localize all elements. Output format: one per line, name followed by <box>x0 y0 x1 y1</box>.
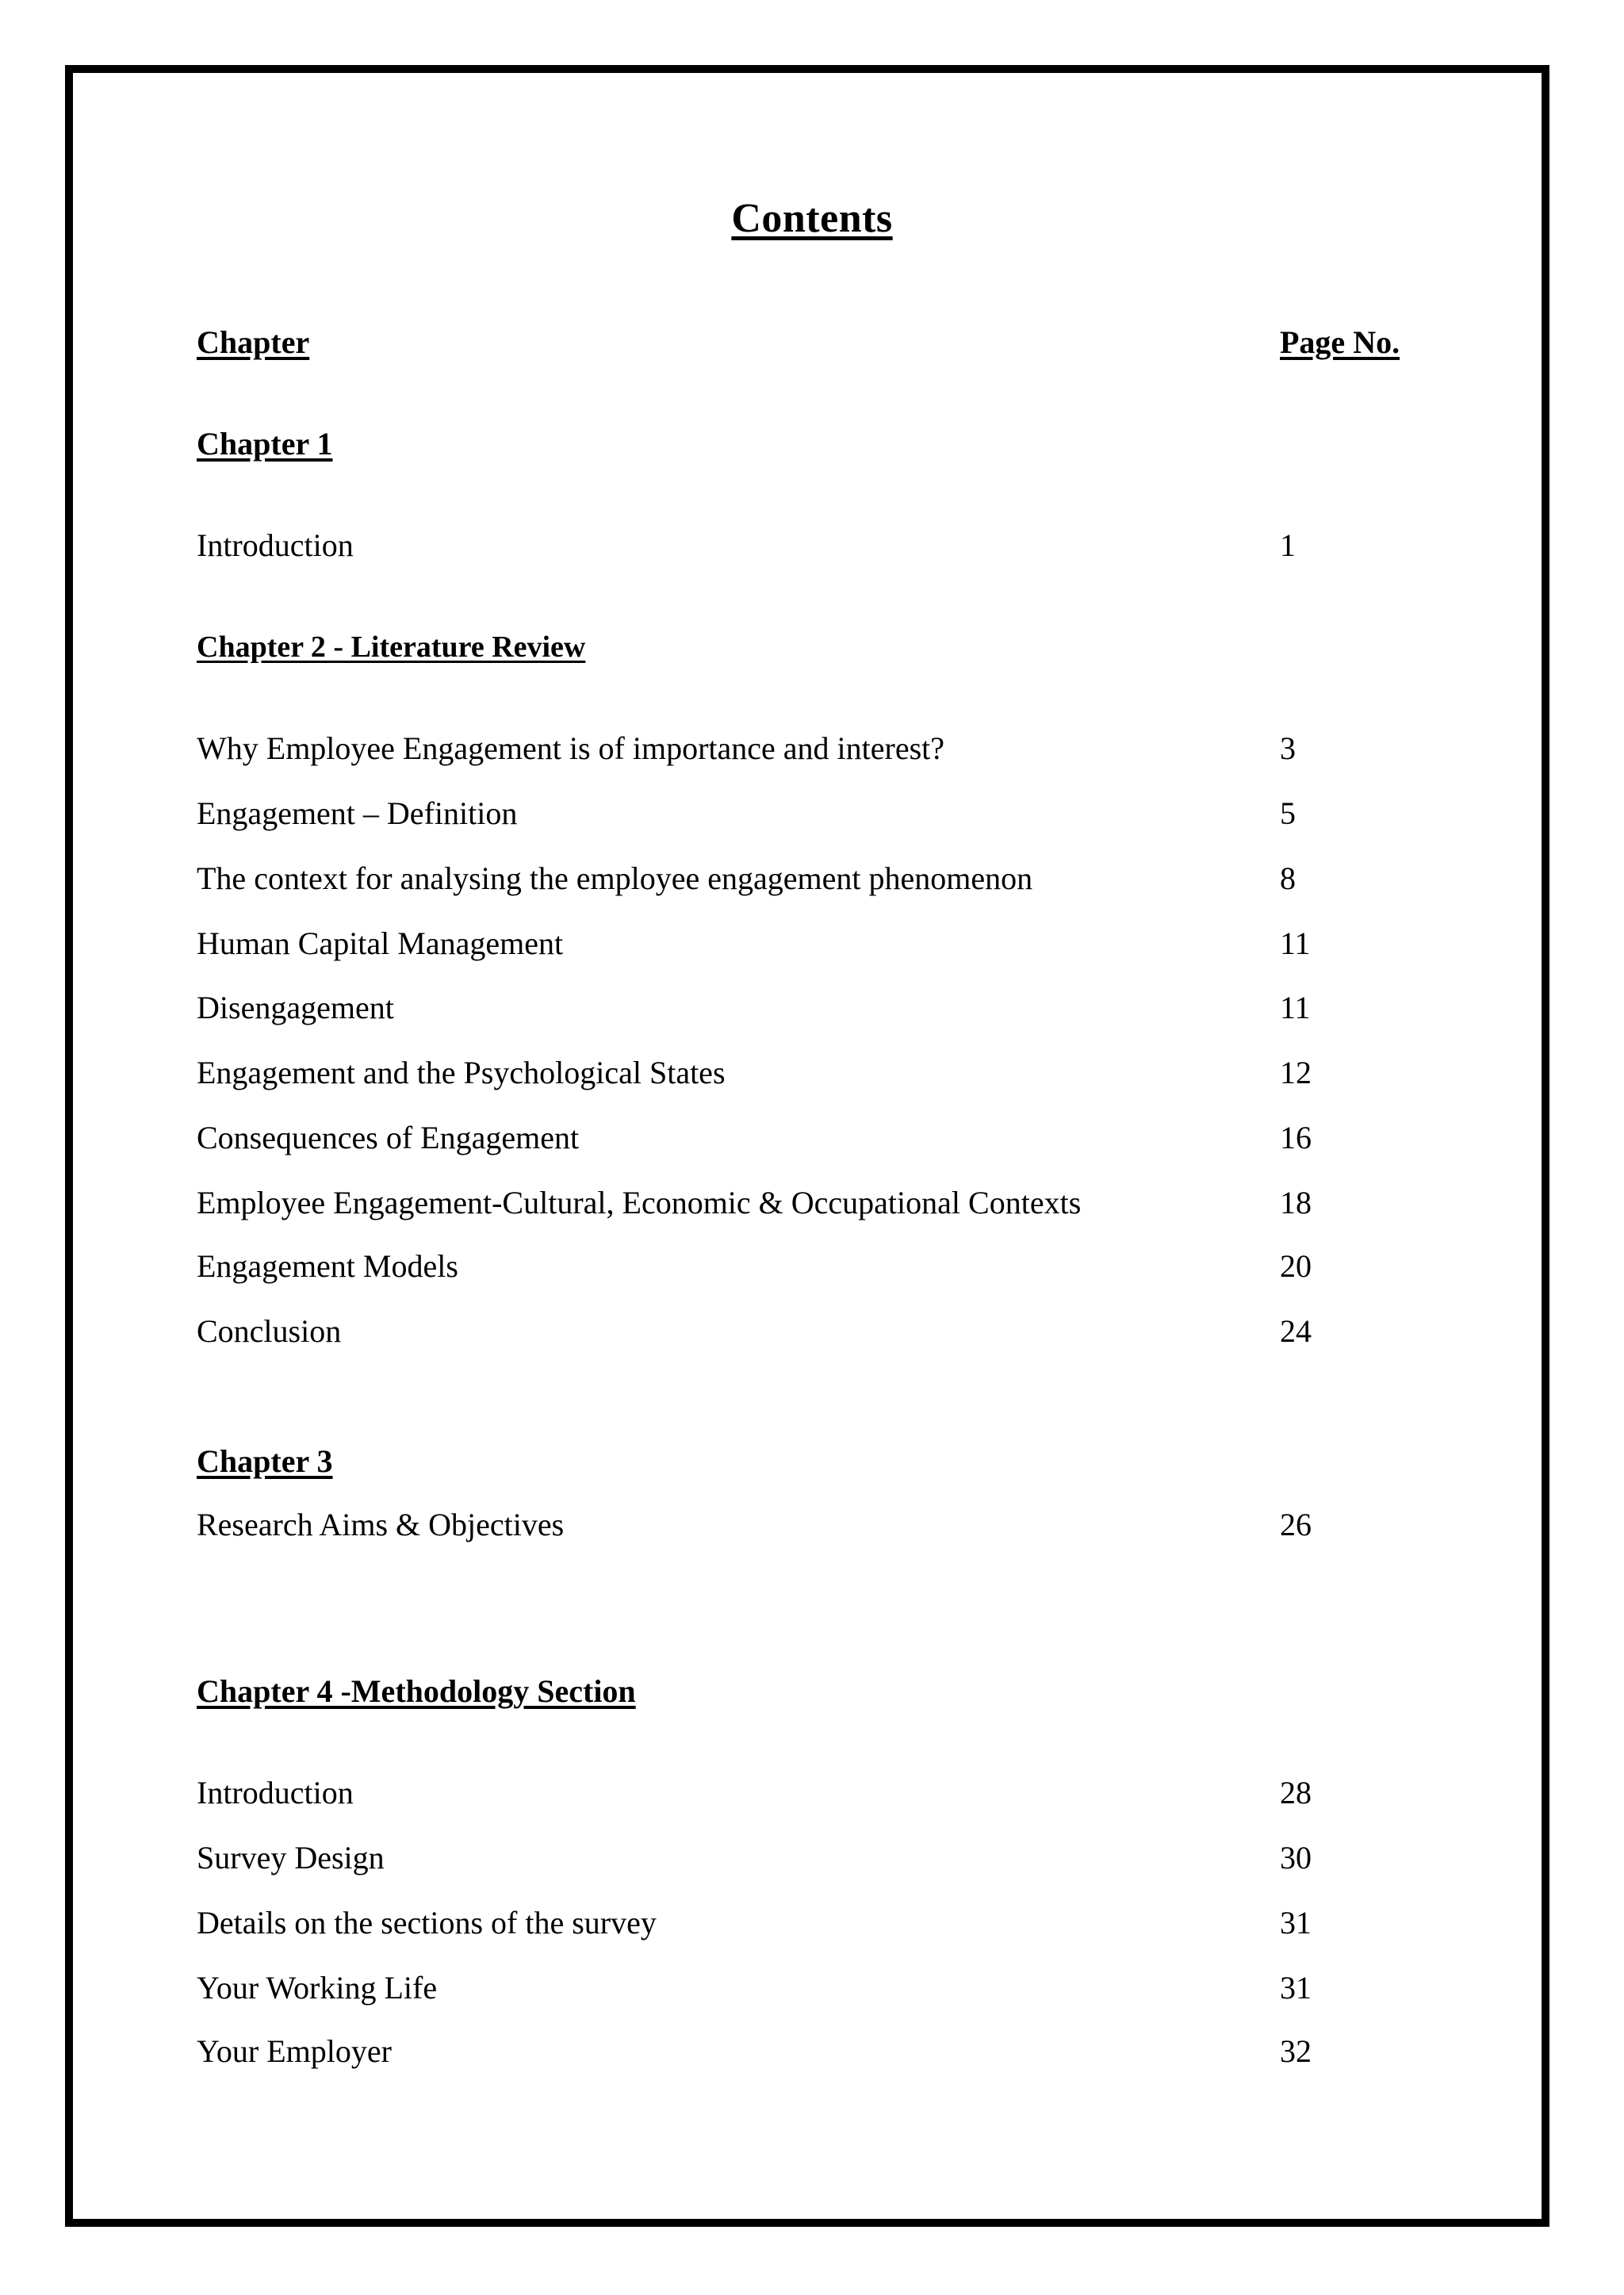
toc-entry[interactable] <box>0 1243 1624 1290</box>
toc-entry-page: 24 <box>1280 1313 1312 1349</box>
toc-entry-title: Introduction <box>197 527 354 563</box>
toc-entry[interactable] <box>0 1501 1624 1549</box>
toc-entry-page: 31 <box>1280 1970 1312 2006</box>
toc-entry-title: Human Capital Management <box>197 925 564 961</box>
toc-entry-page: 12 <box>1280 1055 1312 1090</box>
toc-entry[interactable] <box>0 1179 1624 1227</box>
toc-entry[interactable] <box>0 1899 1624 1947</box>
toc-column-headers <box>0 319 1624 366</box>
toc-entry-page: 1 <box>1280 527 1296 563</box>
toc-entry-title: Engagement Models <box>197 1248 458 1284</box>
page-column-header: Page No. <box>1280 324 1400 360</box>
toc-entry-title: Employee Engagement-Cultural, Economic & Occupational Contexts <box>197 1185 1082 1220</box>
toc-entry-page: 11 <box>1280 925 1311 961</box>
toc-entry[interactable] <box>0 1769 1624 1817</box>
chapter-heading-2 <box>0 623 1624 671</box>
chapter-column-header: Chapter <box>197 324 310 360</box>
toc-entry[interactable] <box>0 1114 1624 1162</box>
toc-entry-title: Why Employee Engagement is of importance and interest? <box>197 730 945 766</box>
toc-entry-title: Consequences of Engagement <box>197 1120 580 1155</box>
toc-entry[interactable] <box>0 522 1624 569</box>
toc-entry-title: Introduction <box>197 1775 354 1810</box>
toc-entry[interactable] <box>0 725 1624 772</box>
toc-entry-page: 18 <box>1280 1185 1312 1220</box>
toc-entry-title: Engagement – Definition <box>197 795 518 831</box>
toc-entry-page: 28 <box>1280 1775 1312 1810</box>
chapter-heading-1 <box>0 420 1624 468</box>
chapter-heading-text: Chapter 2 - Literature Review <box>197 630 586 664</box>
toc-entry[interactable] <box>0 920 1624 967</box>
toc-entry-title: Engagement and the Psychological States <box>197 1055 726 1090</box>
toc-entry[interactable] <box>0 984 1624 1032</box>
toc-entry[interactable] <box>0 1049 1624 1097</box>
toc-entry-title: The context for analysing the employee engagement phenomenon <box>197 860 1033 896</box>
toc-entry-page: 3 <box>1280 730 1296 766</box>
chapter-heading-4 <box>0 1668 1624 1715</box>
toc-entry[interactable] <box>0 1964 1624 2012</box>
toc-entry-page: 16 <box>1280 1120 1312 1155</box>
toc-entry-title: Research Aims & Objectives <box>197 1507 565 1542</box>
toc-entry-page: 11 <box>1280 990 1311 1025</box>
toc-entry-title: Survey Design <box>197 1840 385 1875</box>
toc-entry[interactable] <box>0 1834 1624 1882</box>
chapter-heading-text: Chapter 4 -Methodology Section <box>197 1673 636 1709</box>
toc-entry-title: Conclusion <box>197 1313 342 1349</box>
toc-entry-title: Details on the sections of the survey <box>197 1905 657 1941</box>
toc-entry-page: 5 <box>1280 795 1296 831</box>
toc-entry[interactable] <box>0 855 1624 902</box>
toc-entry-page: 8 <box>1280 860 1296 896</box>
toc-entry-page: 32 <box>1280 2033 1312 2069</box>
toc-entry-page: 26 <box>1280 1507 1312 1542</box>
chapter-heading-3 <box>0 1438 1624 1485</box>
toc-entry-page: 30 <box>1280 1840 1312 1875</box>
toc-entry-title: Your Employer <box>197 2033 392 2069</box>
chapter-heading-text: Chapter 1 <box>197 426 333 462</box>
toc-entry[interactable] <box>0 1308 1624 1355</box>
toc-entry[interactable] <box>0 2028 1624 2075</box>
chapter-heading-text: Chapter 3 <box>197 1443 333 1479</box>
toc-entry-page: 31 <box>1280 1905 1312 1941</box>
toc-entry-title: Your Working Life <box>197 1970 438 2006</box>
toc-entry-page: 20 <box>1280 1248 1312 1284</box>
contents-title: Contents <box>731 196 893 241</box>
toc-entry[interactable] <box>0 790 1624 837</box>
toc-entry-title: Disengagement <box>197 990 394 1025</box>
